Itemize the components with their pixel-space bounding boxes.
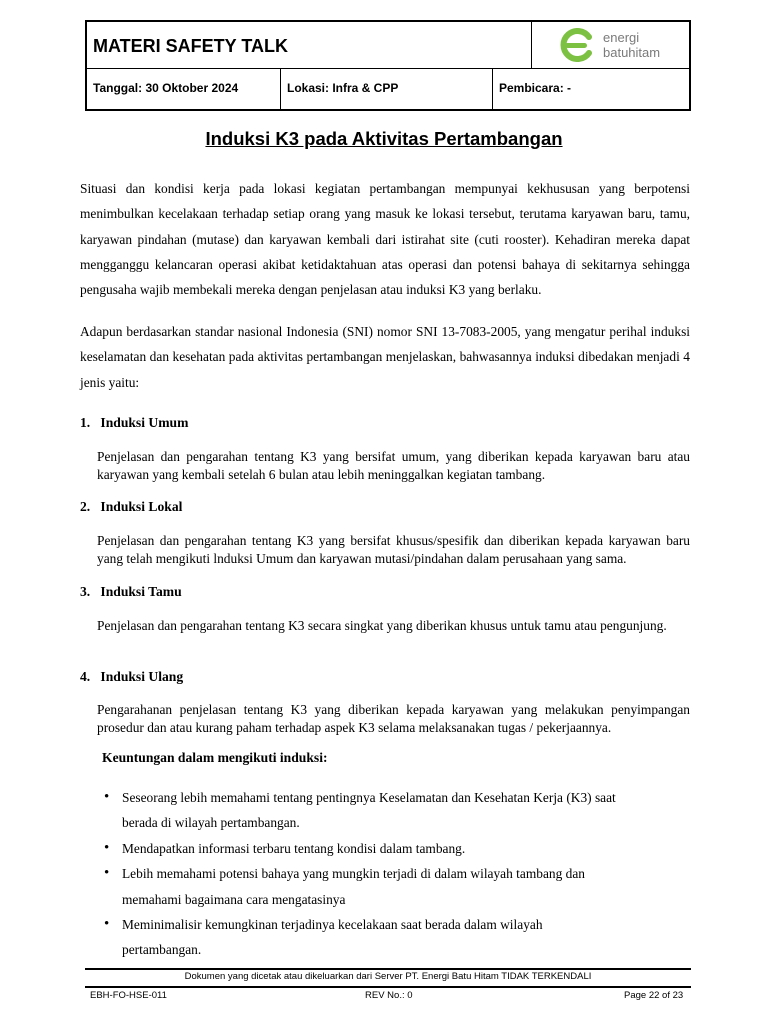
header-row-title bbox=[87, 22, 689, 69]
list-item: • Seseorang lebih memahami tentang pentingnya Keselamatan dan Kesehatan Kerja (K3) saat berada di wilayah pertambangan. bbox=[104, 785, 624, 836]
company-logo bbox=[531, 22, 692, 68]
section-body-2: Penjelasan dan pengarahan tentang K3 yang bersifat khusus/spesifik dan diberikan kepada karyawan baru yang telah mengikuti lnduksi Umum dan karyawan mutasi/pindahan dalam perusahaan yang sama. bbox=[97, 533, 690, 566]
lokasi-cell: Lokasi: Infra & CPP bbox=[281, 68, 493, 109]
footer-divider-top bbox=[85, 968, 691, 970]
section-body-4: Pengarahanan penjelasan tentang K3 yang diberikan kepada karyawan yang melakukan penyimpangan prosedur dan atau kurang paham terhadap aspek K3 selama melaksanakan tugas / pekerjaannya. bbox=[97, 702, 690, 735]
intro-paragraph: Situasi dan kondisi kerja pada lokasi kegiatan pertambangan mempunyai kekhususan yang berpotensi menimbulkan kecelakaan terhadap setiap orang yang masuk ke lokasi tersebut, terutama karyawan baru, tamu, karyawan pindahan (mutase) dan karyawan kembali dari istirahat site (cuti rooster). Kehadiran mereka dapat mengganggu kelancaran operasi akibat ketidaktahuan atas operasi dan potensi bahaya di sekitarnya sehingga pengusaha wajib membekali mereka dengan penjelasan atau induksi K3 yang berlaku. bbox=[80, 181, 690, 298]
section-heading-2 bbox=[80, 499, 182, 515]
page-title: MATERI SAFETY TALK bbox=[93, 36, 288, 56]
document-title: Induksi K3 pada Aktivitas Pertambangan bbox=[205, 128, 563, 149]
section-heading-3 bbox=[80, 584, 182, 600]
tanggal-cell: Tanggal: 30 Oktober 2024 bbox=[87, 68, 281, 109]
footer-page-number: Page 22 of 23 bbox=[624, 990, 684, 1001]
logo-text-batuhitam: batuhitam bbox=[603, 45, 661, 60]
list-item: • Meminimalisir kemungkinan terjadinya kecelakaan saat berada dalam wilayah pertambangan. bbox=[104, 912, 624, 963]
footer-divider-bottom bbox=[85, 986, 691, 988]
pembicara-cell: Pembicara: - bbox=[499, 81, 572, 95]
section-title: Induksi Lokal bbox=[100, 499, 183, 514]
section-title: Induksi Umum bbox=[100, 415, 189, 430]
section-title: Induksi Tamu bbox=[100, 584, 182, 599]
footer-revision: REV No.: 0 bbox=[365, 990, 413, 1001]
section-title: Induksi Ulang bbox=[100, 669, 184, 684]
benefits-heading: Keuntungan dalam mengikuti induksi: bbox=[102, 750, 328, 765]
section-body-3: Penjelasan dan pengarahan tentang K3 secara singkat yang diberikan khusus untuk tamu atau pengunjung. bbox=[97, 618, 667, 633]
section-heading-4 bbox=[80, 669, 183, 685]
section-number: 4. bbox=[80, 669, 91, 684]
list-item: • Mendapatkan informasi terbaru tentang kondisi dalam tambang. bbox=[104, 836, 624, 861]
logo-text-energi: energi bbox=[603, 30, 640, 45]
benefits-list bbox=[104, 785, 624, 963]
sni-paragraph: Adapun berdasarkan standar nasional Indonesia (SNI) nomor SNI 13-7083-2005, yang mengatur perihal induksi keselamatan dan kesehatan pada aktivitas pertambangan menjelaskan, bahwasannya induksi dibedakan menjadi 4 jenis yaitu: bbox=[80, 324, 690, 390]
section-body-1: Penjelasan dan pengarahan tentang K3 yang bersifat umum, yang diberikan kepada karyawan baru atau karyawan yang kembali setelah 6 bulan atau lebih meninggalkan kegiatan tambang. bbox=[97, 449, 690, 482]
footer-doc-code: EBH-FO-HSE-011 bbox=[90, 990, 167, 1001]
section-number: 1. bbox=[80, 415, 91, 430]
footer-notice: Dokumen yang dicetak atau dikeluarkan dari Server PT. Energi Batu Hitam TIDAK TERKENDALI bbox=[184, 971, 592, 982]
energi-logo-icon bbox=[558, 28, 598, 62]
list-item: • Lebih memahami potensi bahaya yang mungkin terjadi di dalam wilayah tambang dan memahami bagaimana cara mengatasinya bbox=[104, 861, 624, 912]
section-heading-1 bbox=[80, 415, 188, 431]
section-number: 2. bbox=[80, 499, 91, 514]
header-table bbox=[85, 20, 691, 111]
header-row-info bbox=[87, 68, 689, 109]
section-number: 3. bbox=[80, 584, 91, 599]
